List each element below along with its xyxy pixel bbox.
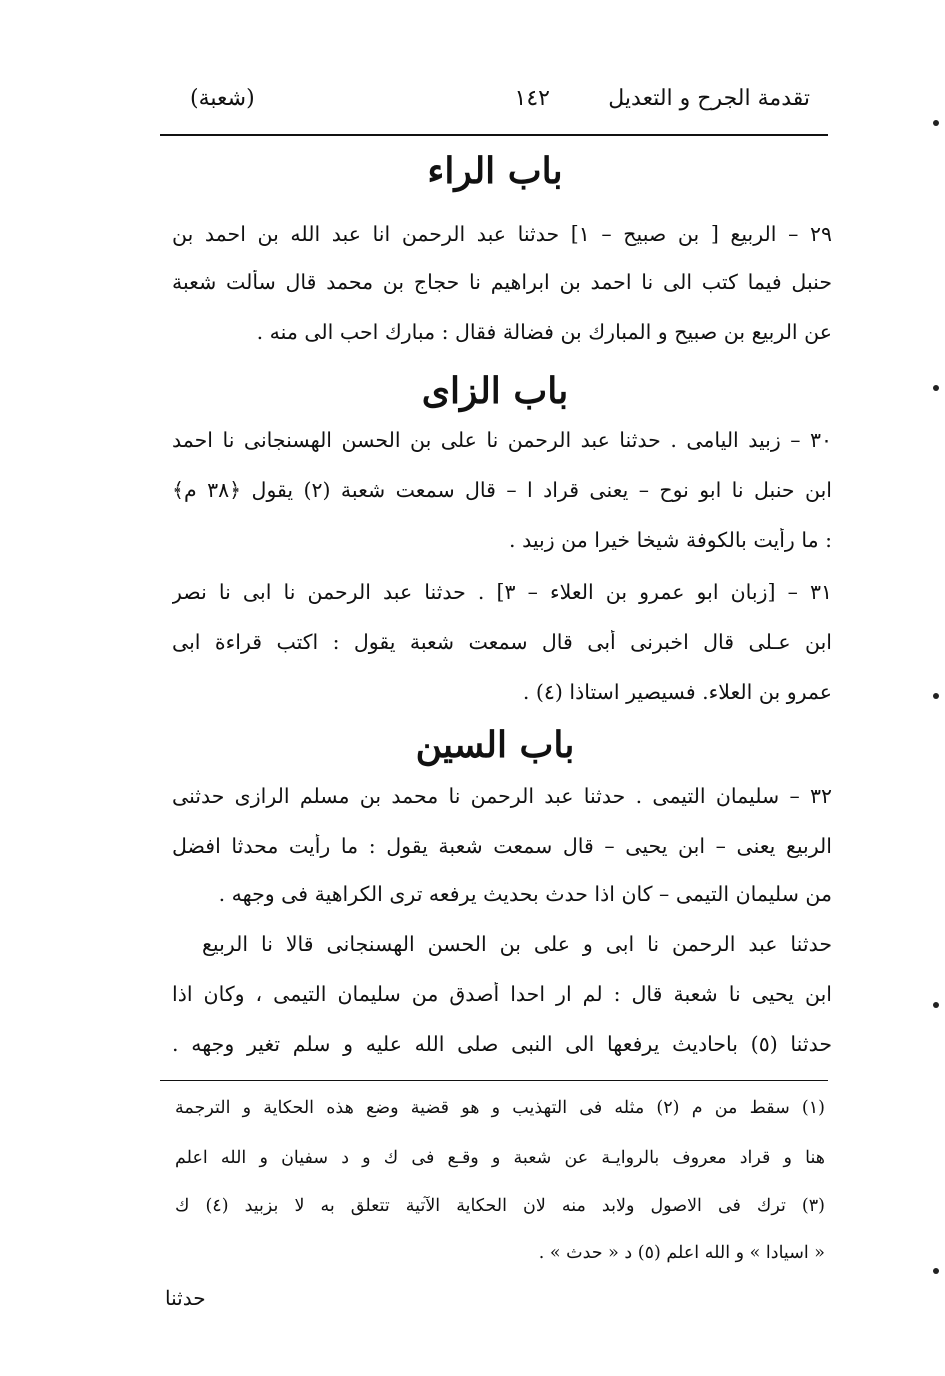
footnote-rule	[160, 1080, 828, 1081]
footnote-line: هنا و قراد معروف بالروايـة عن شعبة و وقـع فى ك و د سفيان و الله اعلم	[175, 1148, 825, 1168]
body-line: ٣٠ – زبيد اليامى . حدثنا عبد الرحمن نا على بن الحسن الهسنجانى نا احمد	[172, 428, 832, 452]
body-line: الربيع يعنى – ابن يحيى – قال سمعت شعبة يقول : ما رأيت محدثا افضل	[172, 834, 832, 858]
header-section-name: (شعبة)	[190, 86, 255, 111]
body-line: حدثنا (٥) باحاديث يرفعها الى النبى صلى الله عليه و سلم تغير وجهه .	[172, 1032, 832, 1056]
body-line: من سليمان التيمى – كان اذا حدث بحديث يرفعه ترى الكراهية فى وجهه .	[218, 882, 832, 906]
margin-dot	[933, 120, 939, 126]
body-line: حدثنا عبد الرحمن نا ابى و على بن الحسن الهسنجانى قالا نا الربيع	[202, 932, 832, 956]
body-line: ٣١ – [زبان ابو عمرو بن العلاء – ٣] . حدثنا عبد الرحمن نا ابى نا نصر	[172, 580, 832, 604]
running-header	[160, 82, 830, 122]
body-line: ٢٩ – الربيع [ بن صبيح – ١] حدثنا عبد الرحمن انا عبد الله بن احمد بن	[172, 222, 832, 246]
page-number: ١٤٢	[514, 86, 550, 111]
body-line: ابن عـلى قال اخبرنى أبى قال سمعت شعبة يقول : اكتب قراءة ابى	[172, 630, 832, 654]
header-rule	[160, 134, 828, 136]
body-line: عمرو بن العلاء. فسيصير استاذا (٤) .	[522, 680, 832, 704]
margin-dot	[933, 1002, 939, 1008]
footnote-line: (١) سقط من م (٢) مثله فى التهذيب و هو قضية وضع هذه الحكاية و الترجمة	[175, 1098, 825, 1118]
heading-bab-al-sin: باب السين	[415, 724, 575, 766]
body-line: ٣٢ – سليمان التيمى . حدثنا عبد الرحمن نا محمد بن مسلم الرازى حدثنى	[172, 784, 832, 808]
margin-dot	[933, 1268, 939, 1274]
heading-bab-al-ra: باب الراء	[427, 150, 563, 192]
footnote-line: (٣) ترك فى الاصول ولابد منه لان الحكاية الآتية تتعلق به لا بزبيد (٤) ك	[175, 1196, 825, 1216]
body-line: ابن حنبل نا ابو نوح – يعنى قراد ا – قال سمعت شعبة (٢) يقول ﴿٣٨ م﴾	[172, 478, 832, 502]
heading-bab-al-zay: باب الزاى	[421, 370, 569, 412]
body-line: عن الربيع بن صبيح و المبارك بن فضالة فقال : مبارك احب الى منه .	[256, 320, 832, 344]
catchword: حدثنا	[165, 1286, 206, 1310]
body-line: ابن يحيى نا شعبة قال : لم ار احدا أصدق من سليمان التيمى ، وكان اذا	[172, 982, 832, 1006]
margin-dot	[933, 385, 939, 391]
margin-dot	[933, 693, 939, 699]
header-title: تقدمة الجرح و التعديل	[608, 86, 810, 111]
footnote-line: « اسيادا » و الله اعلم (٥) د « حدث » .	[538, 1243, 825, 1263]
body-line: : ما رأيت بالكوفة شيخا خيرا من زبيد .	[509, 528, 832, 552]
body-line: حنبل فيما كتب الى نا احمد بن ابراهيم نا حجاج بن محمد قال سألت شعبة	[172, 270, 832, 294]
